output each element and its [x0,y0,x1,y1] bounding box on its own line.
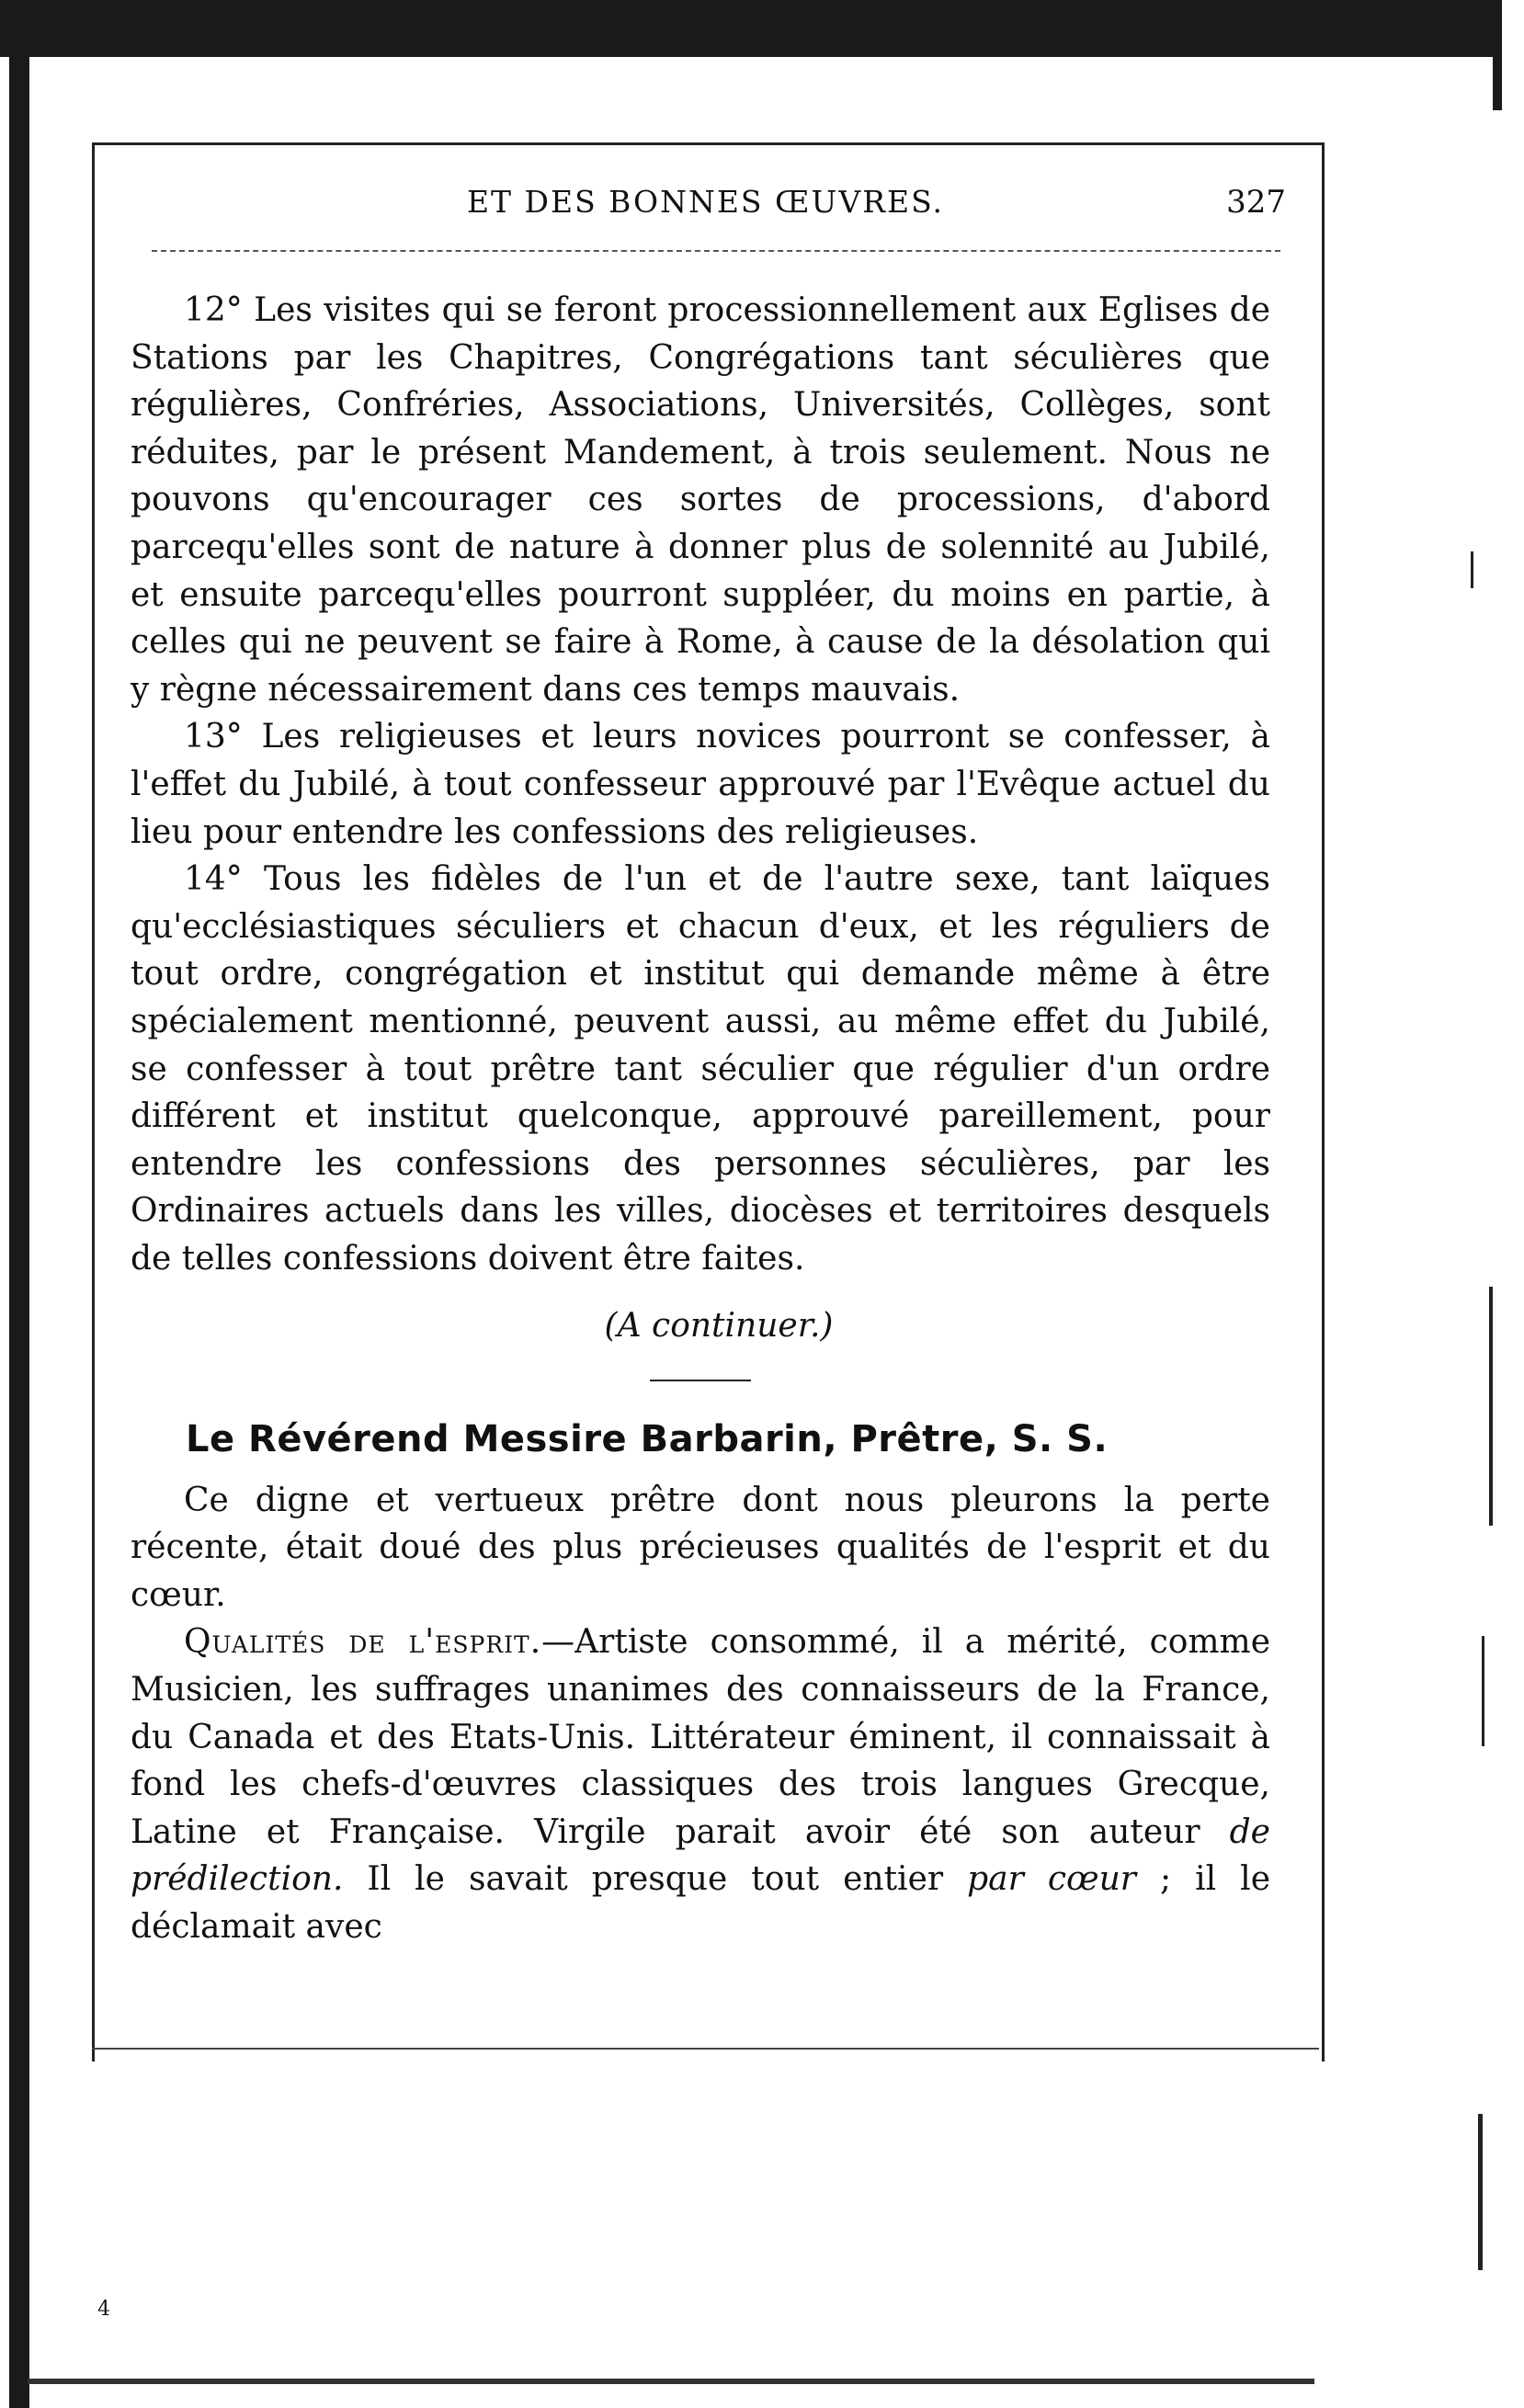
qualities-text: —Artiste consommé, il a mérité, comme Musicien, les suffrages unanimes des connaisseurs de la France, du Canada et des Etats-Unis. Littérateur éminent, il connaissait à fond les chefs-d'œuvres classiques des trois langues Grecque, Latine et Française. Virgile parait avoir été son auteur [131,1623,1270,1851]
header-rule [152,250,1280,252]
qualities-paragraph [131,1619,1270,1950]
running-title: ET DES BONNES ŒUVRES. [466,184,945,220]
section-title: Le Révérend Messire Barbarin, Prêtre, S. S. [186,1418,1109,1461]
bottom-rule [92,2048,1319,2050]
scan-speck [1482,1636,1484,1746]
scan-speck [1489,1287,1493,1526]
paragraph-12: 12° Les visites qui se feront processionnellement aux Eglises de Stations par les Chapitres, Congrégations tant séculières que régulières, Confréries, Associations, Universités, Collèges, sont réduites, par le présent Mandement, à trois seulement. Nous ne pouvons qu'encourager ces sortes de processions, d'abord parcequ'elles sont de nature à donner plus de solennité au Jubilé, et ensuite parcequ'elles pourront suppléer, du moins en partie, à celles qui ne peuvent se faire à Rome, à cause de la désolation qui y règne nécessairement dans ces temps mauvais. [131,291,1270,709]
continued-note: (A continuer.) [604,1307,834,1346]
body-text [131,287,1270,1951]
qualities-italic: de prédilection. [131,1812,1270,1899]
qualities-heading: Qualités de l'esprit. [184,1623,542,1662]
scan-border-right [1493,0,1502,110]
qualities-italic: par cœur [967,1860,1136,1899]
scan-speck [1471,551,1473,588]
page-header [92,184,1319,239]
scan-border-left [9,51,29,2408]
scan-border-top [0,0,1498,57]
bottom-mark: 4 [97,2298,110,2321]
page-number: 327 [1226,184,1286,221]
scan-speck [1478,2114,1483,2270]
qualities-text: Il le savait presque tout entier [343,1860,968,1899]
section-intro: Ce digne et vertueux prêtre dont nous pleurons la perte récente, était doué des plus précieuses qualités de l'esprit et du cœur. [131,1481,1270,1614]
scan-border-bottom [28,2379,1314,2384]
paragraph-14: 14° Tous les fidèles de l'un et de l'autre sexe, tant laïques qu'ecclésiastiques séculiers et chacun d'eux, et les réguliers de tout ordre, congrégation et institut qui demande même à être spécialement mentionné, peuvent aussi, au même effet du Jubilé, se confesser à tout prêtre tant séculier que régulier d'un ordre différent et institut quelconque, approuvé pareillement, pour entendre les confessions des personnes séculières, par les Ordinaires actuels dans les villes, diocèses et territoires desquels de telles confessions doivent être faites. [131,860,1270,1278]
qualities-text: ; il le déclamait avec [131,1860,1270,1946]
paragraph-13: 13° Les religieuses et leurs novices pourront se confesser, à l'effet du Jubilé, à tout confesseur approuvé par l'Evêque actuel du lieu pour entendre les confessions des religieuses. [131,718,1270,851]
section-divider [650,1380,751,1381]
